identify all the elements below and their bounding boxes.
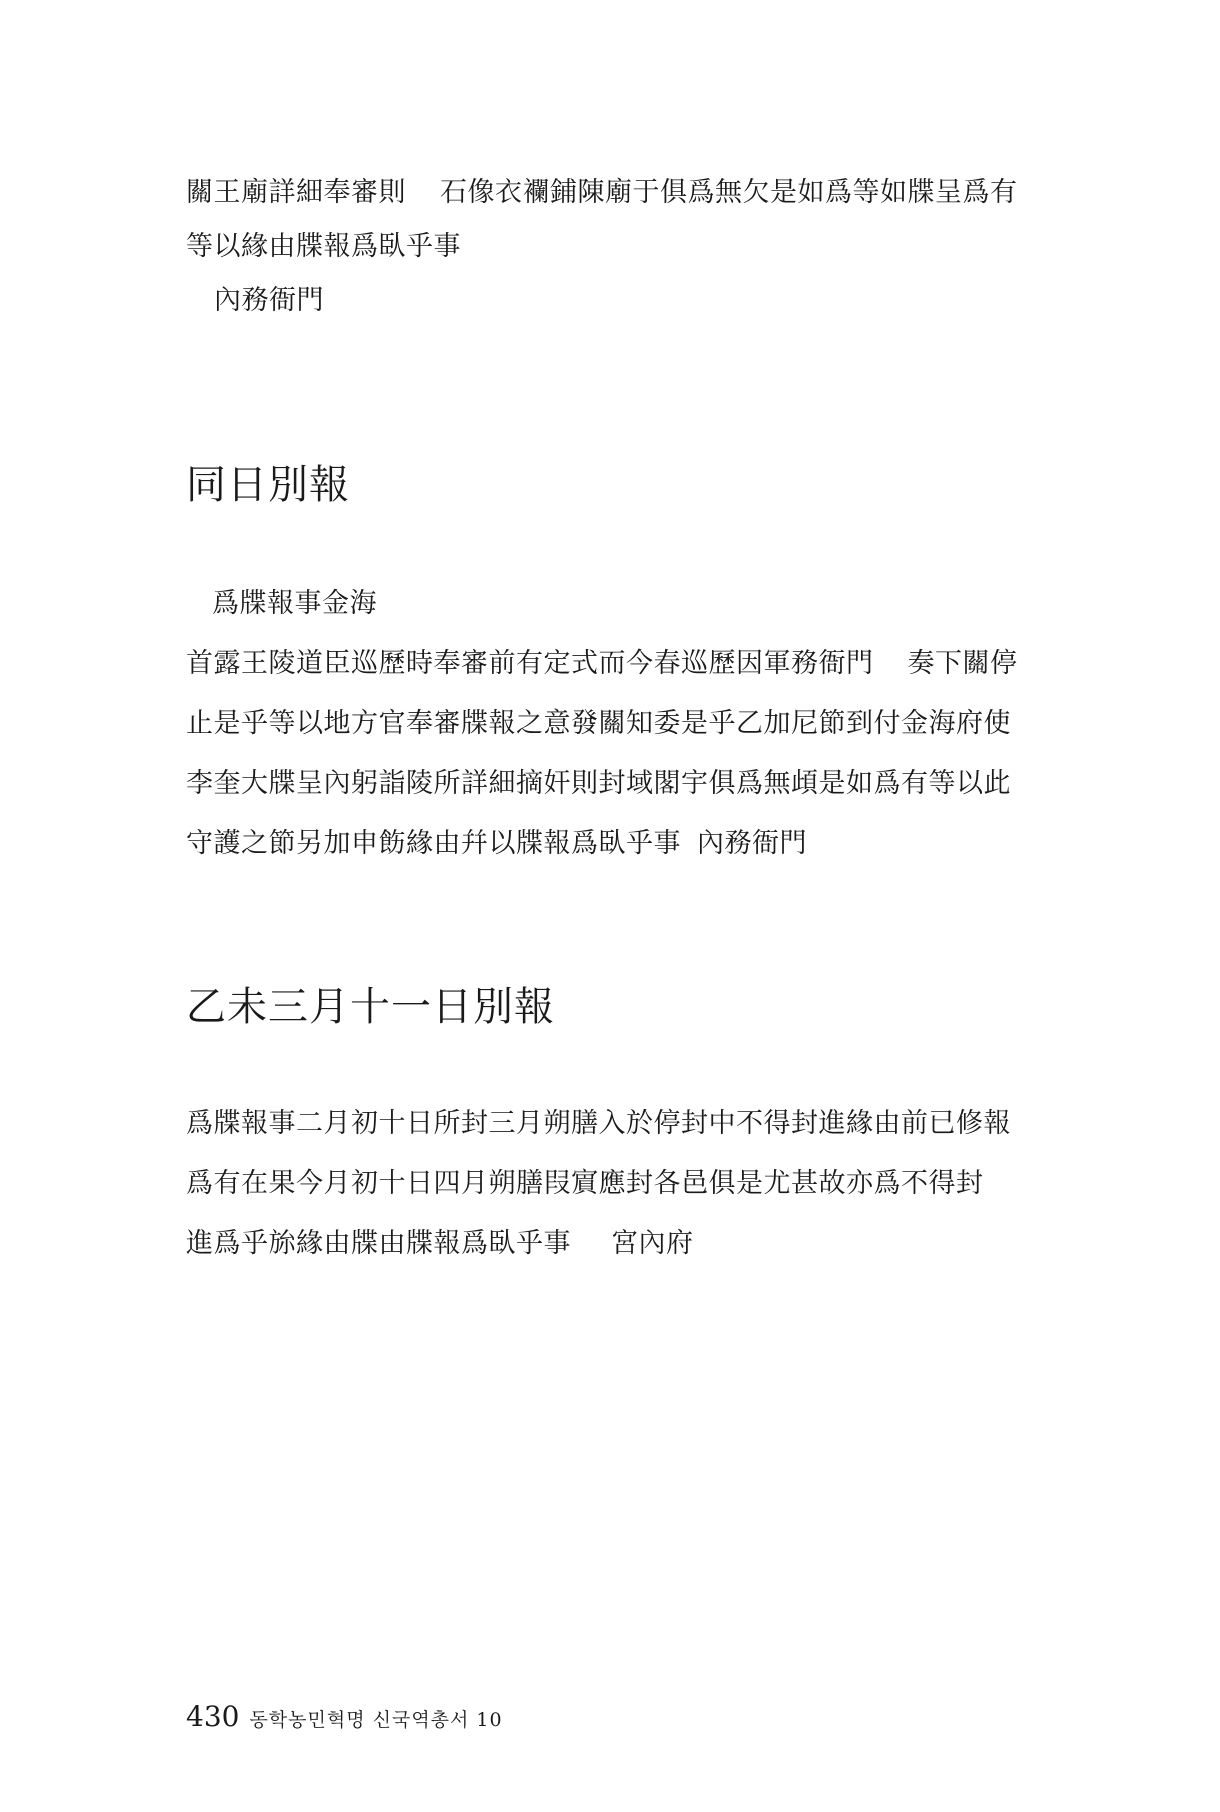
text-line: 李奎大牒呈內躬詣陵所詳細摘奸則封域閣宇俱爲無頉是如爲有等以此 [186, 768, 1011, 799]
text-line: 等以緣由牒報爲臥乎事 [186, 231, 461, 262]
page-footer [186, 1700, 503, 1733]
text-segment: 石像衣襴鋪陳廟于俱爲無欠是如爲等如牒呈爲有 [440, 177, 1018, 208]
page-number: 430 [186, 1700, 240, 1733]
text-segment: 守護之節另加申飭緣由幷以牒報爲臥乎事 [186, 828, 681, 859]
text-line [186, 166, 1046, 220]
text-segment: 關王廟詳細奉審則 [186, 177, 406, 208]
text-line-signature: 內務衙門 [214, 285, 324, 316]
text-line: 止是乎等以地方官奉審牒報之意發關知委是乎乙加尼節到付金海府使 [186, 708, 1011, 739]
text-line: 爲牒報事二月初十日所封三月朔膳入於停封中不得封進緣由前已修報 [186, 1108, 1011, 1139]
section-heading: 乙未三月十一日別報 [186, 984, 555, 1030]
text-segment: 進爲乎旀緣由牒由牒報爲臥乎事 [186, 1228, 571, 1259]
section-heading: 同日別報 [186, 462, 350, 508]
section-continuation [186, 166, 1046, 328]
text-segment: 內務衙門 [697, 828, 807, 859]
text-line [186, 637, 1046, 691]
text-line: 爲有在果今月初十日四月朔膳叚賔應封各邑俱是尤甚故亦爲不得封 [186, 1168, 984, 1199]
text-line [186, 817, 1046, 871]
section-body [186, 1097, 1046, 1271]
section-body [186, 577, 1046, 871]
series-title: 동학농민혁명 신국역총서 10 [249, 1709, 503, 1731]
text-segment: 宮內府 [611, 1228, 694, 1259]
text-segment: 奏下關停 [907, 648, 1018, 679]
text-line: 爲牒報事金海 [212, 588, 377, 619]
text-segment: 首露王陵道臣巡歷時奉審前有定式而今春巡歷因軍務衙門 [186, 648, 874, 679]
text-line [186, 1217, 1046, 1271]
